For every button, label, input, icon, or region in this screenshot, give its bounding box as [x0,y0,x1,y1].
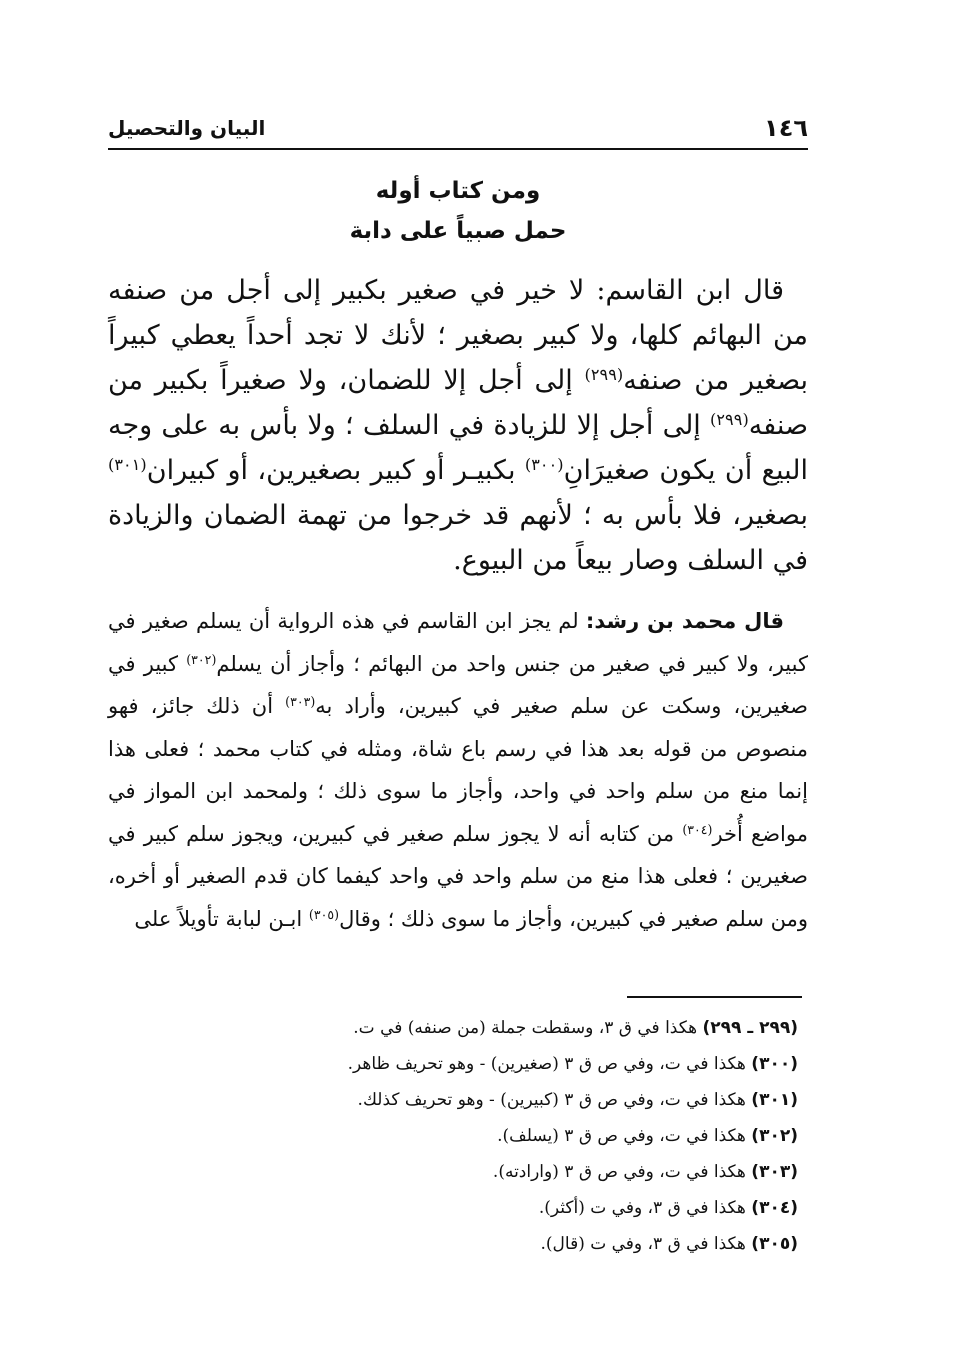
footnote-item [238,1190,798,1226]
footnote-item [238,1118,798,1154]
paragraph-text: ابـن لبابة تأويلاً على [134,906,309,931]
footnote-text: هكذا في ق ٣، وفي ت (قال). [540,1234,746,1254]
footnote-ref: (٢٩٩) [710,410,749,430]
paragraph-ibn-al-qasim [108,268,808,583]
footnote-item [238,1154,798,1190]
footnote-item [238,1010,798,1046]
paragraph-text: أن ذلك جائز، فهو منصوص من قوله بعد هذا في رسم باع شاة، ومثله في كتاب محمد ؛ فعلى هذا إنما منع من سلم واحد في واحد، وأجاز ما سوى ذلك ؛ ولمحمد ابن المواز في مواضع أُخر [108,694,808,846]
paragraph-text: كبير في صغيرين، وسكت عن سلم صغير في كبيرين، وأراد به [108,651,809,718]
footnote-ref: (٣٠٥) [308,906,340,922]
footnote-divider [627,996,802,998]
footnote-ref: (٣٠٤) [682,821,713,837]
footnote-text: هكذا في ت، وفي ص ق ٣ (كبيرين) - وهو تحريف كذلك. [357,1090,746,1110]
footnote-ref: (٣٠١) [108,455,147,475]
footnote-item [238,1226,798,1262]
footnote-item [238,1046,798,1082]
footnote-number: (٣٠٢) [751,1126,798,1146]
footnote-number: (٣٠٥) [751,1234,798,1254]
footnote-text: هكذا في ق ٣، وسقطت جملة (من صنفه) في ت. [353,1018,698,1038]
footnote-number: (٣٠٠) [751,1054,798,1074]
footnote-item [238,1082,798,1118]
footnote-ref: (٣٠٣) [285,694,316,710]
footnote-number: (٣٠٤) [751,1198,798,1218]
paragraph-text: إلى أجل إلا للضمان، ولا صغيراً بكبير من صنفه [108,365,808,441]
paragraph-text: قال ابن القاسم: لا خير في صغير بكبير إلى أجل من صنفه من البهائم كلها، ولا كبير بصغير ؛ لأنك لا تجد أحداً يعطي كبيراً بصغير من صنفه [108,275,808,396]
paragraph-text: بكبيـر أو كبير بصغيرين، أو كبيران [146,455,525,486]
footnote-text: هكذا في ق ٣، وفي ت (أكثر). [538,1198,746,1218]
footnote-ref: (٢٩٩) [584,365,624,385]
paragraph-text: لم يجز ابن القاسم في هذه الرواية أن يسلم صغير في كبير، ولا كبير في صغير من جنس واحد من البهائم ؛ وأجاز أن يسلم [108,609,808,676]
paragraph-text: من كتابه أنه لا يجوز سلم صغير في كبيرين، ويجوز سلم كبير في صغيرين ؛ فعلى هذا منع من سلم واحد في واحد كيفما كان قدم الصغير أو أخره، ومن سلم صغير في كبيرين، وأجاز ما سوى ذلك ؛ وقال [108,821,808,931]
footnote-number: (٣٠١) [751,1090,798,1110]
section-subtitle: حمل صبياً على دابة [349,218,567,244]
footnote-text: هكذا في ت، وفي ص ق ٣ (صغيرين) - وهو تحريف ظاهر. [347,1054,746,1074]
book-title: البيان والتحصيل [108,116,266,140]
paragraph-text: بصغير، فلا بأس به ؛ لأنهم قد خرجوا من تهمة الضمان والزيادة في السلف وصار بيعاً من البيوع. [108,500,808,576]
paragraph-text: إلى أجل إلا للزيادة في السلف ؛ ولا بأس به على وجه البيع أن يكون صغيرَانِ [108,410,809,486]
paragraph-lead: قال محمد بن رشد: [585,609,784,633]
footnote-text: هكذا في ت، وفي ص ق ٣ (وارادته). [492,1162,746,1182]
footnotes-list [238,1010,798,1262]
footnote-text: هكذا في ت، وفي ص ق ٣ (يسلف). [497,1126,746,1146]
footnote-ref: (٣٠٢) [186,651,217,667]
footnote-number: (٢٩٩ ـ ٢٩٩) [702,1018,798,1038]
paragraph-ibn-rushd [108,600,808,940]
section-title: ومن كتاب أوله [375,178,541,204]
footnote-ref: (٣٠٠) [524,455,564,475]
running-header [108,108,808,150]
page-number: ١٤٦ [764,114,808,142]
footnote-number: (٣٠٣) [751,1162,798,1182]
